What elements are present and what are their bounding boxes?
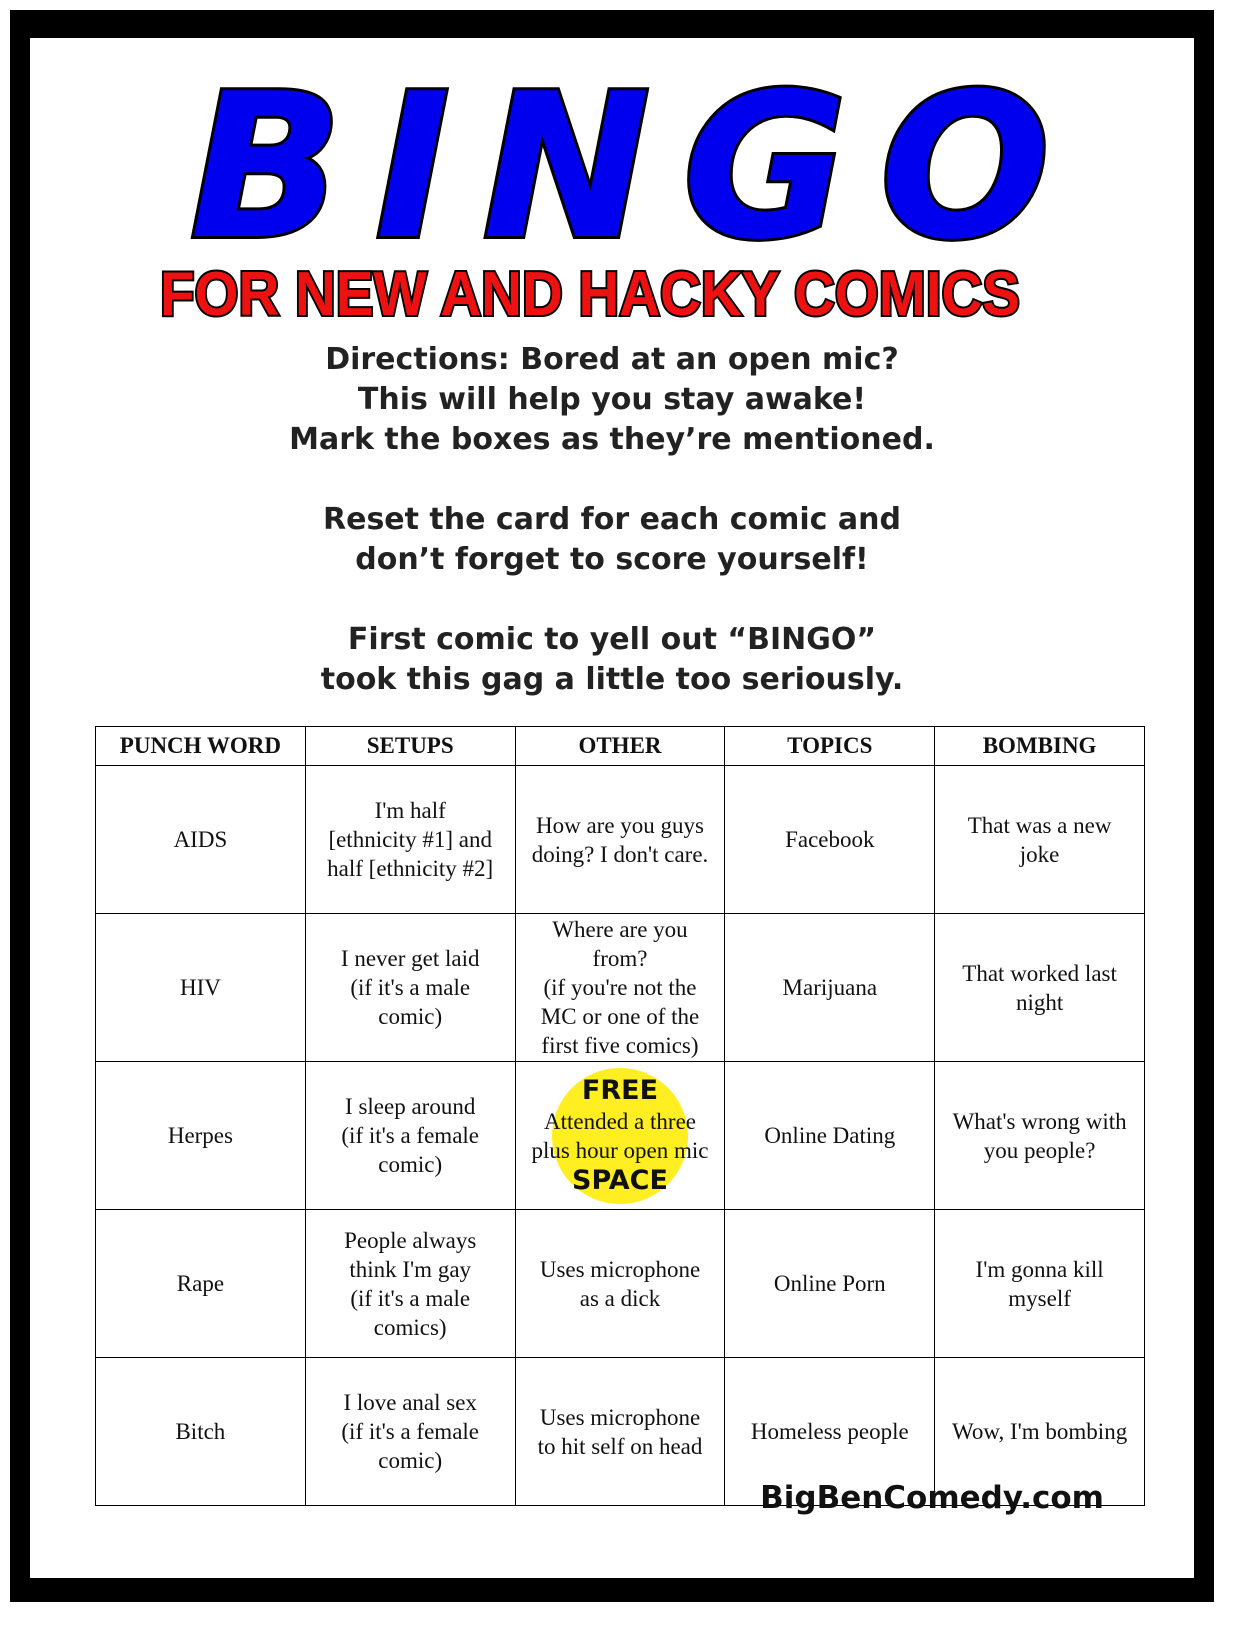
directions-line: First comic to yell out “BINGO” [347, 622, 877, 657]
cell-text-line: I sleep around [345, 1094, 476, 1119]
cell-text-line: Online Dating [764, 1123, 896, 1148]
bingo-cell[interactable] [305, 1358, 515, 1506]
table-row [96, 1062, 1145, 1210]
bingo-cell[interactable] [96, 766, 306, 914]
cell-text-line: Homeless people [750, 1419, 909, 1444]
cell-text-line: comic) [378, 1448, 443, 1473]
bingo-cell[interactable] [935, 766, 1145, 914]
page-border [10, 10, 1214, 1602]
cell-text-line: Wow, I'm bombing [951, 1419, 1128, 1444]
bingo-cell[interactable] [725, 1062, 935, 1210]
cell-text-line: from? [592, 946, 648, 971]
cell-text-line: night [1015, 989, 1064, 1015]
directions-line: This will help you stay awake! [357, 382, 867, 417]
cell-text-line: [ethnicity #1] and [328, 827, 492, 852]
bingo-cell[interactable] [96, 1062, 306, 1210]
bingo-cell[interactable] [725, 914, 935, 1062]
cell-text-line: I'm half [374, 798, 446, 823]
table-row [96, 766, 1145, 914]
cell-text-line: myself [1008, 1285, 1071, 1311]
cell-text-line: That was a new [967, 812, 1112, 838]
bingo-cell[interactable] [305, 1210, 515, 1358]
free-label: FREE [581, 1074, 659, 1106]
cell-text-line: Online Porn [773, 1271, 886, 1296]
footer-website: BigBenComedy.com [760, 1480, 1104, 1516]
cell-text-line: People always [344, 1227, 477, 1253]
bingo-cell[interactable] [515, 766, 725, 914]
directions-line: Reset the card for each comic and [323, 502, 901, 537]
bingo-cell[interactable] [515, 1358, 725, 1506]
bingo-grid [95, 726, 1145, 1506]
cell-text-line: I never get laid [340, 946, 480, 971]
cell-text-line: to hit self on head [537, 1433, 703, 1459]
column-header: TOPICS [725, 727, 935, 766]
column-header: BOMBING [935, 727, 1145, 766]
cell-text-line: first five comics) [541, 1033, 699, 1058]
title-text: BINGO [190, 51, 1050, 276]
bingo-cell[interactable] [515, 1210, 725, 1358]
cell-text-line: half [ethnicity #2] [327, 856, 494, 881]
directions-line: took this gag a little too seriously. [320, 662, 904, 697]
cell-text-line: Marijuana [782, 975, 878, 1000]
cell-text-line: Where are you [552, 917, 688, 942]
column-header: OTHER [515, 727, 725, 766]
cell-text-line: doing? I don't care. [531, 841, 709, 867]
bingo-cell[interactable] [935, 1062, 1145, 1210]
cell-text-line: (if it's a male [350, 975, 471, 1000]
cell-text-line: I love anal sex [343, 1390, 477, 1415]
cell-text-line: (if it's a female [341, 1123, 479, 1148]
bingo-cell[interactable] [96, 1210, 306, 1358]
cell-text-line: (if it's a male [350, 1285, 471, 1311]
space-label: SPACE [572, 1164, 668, 1196]
directions [30, 340, 1194, 700]
cell-text-line: HIV [179, 975, 221, 1000]
cell-text-line: Uses microphone [539, 1256, 701, 1282]
cell-text-line: Bitch [175, 1419, 226, 1444]
column-header: PUNCH WORD [96, 727, 306, 766]
cell-text-line: AIDS [173, 827, 228, 852]
column-header: SETUPS [305, 727, 515, 766]
header-row [96, 727, 1145, 766]
bingo-cell[interactable] [515, 914, 725, 1062]
bingo-cell[interactable] [96, 1358, 306, 1506]
bingo-cell[interactable] [305, 914, 515, 1062]
cell-text-line: What's wrong with [952, 1108, 1127, 1134]
directions-line: Directions: Bored at an open mic? [325, 342, 899, 377]
table-row [96, 914, 1145, 1062]
bingo-subtitle [30, 253, 1194, 333]
bingo-card-page [30, 38, 1194, 1578]
bingo-cell[interactable] [305, 1062, 515, 1210]
cell-text-line: think I'm gay [349, 1256, 472, 1282]
table-row [96, 1210, 1145, 1358]
bingo-cell[interactable] [96, 914, 306, 1062]
cell-text-line: MC or one of the [540, 1004, 700, 1029]
cell-text-line: comic) [378, 1004, 443, 1029]
cell-text-line: Uses microphone [539, 1404, 701, 1430]
cell-text-line: How are you guys [535, 812, 704, 838]
cell-text-line: joke [1019, 841, 1060, 867]
cell-text-line: comics) [373, 1314, 447, 1340]
cell-text-line: (if it's a female [341, 1419, 479, 1444]
cell-text-line: comic) [378, 1152, 443, 1177]
cell-text-line: Facebook [785, 827, 875, 852]
cell-text-line: That worked last [962, 960, 1117, 986]
cell-text-line: (if you're not the [543, 975, 697, 1000]
bingo-title [170, 46, 1070, 276]
cell-text-line: as a dick [579, 1285, 661, 1311]
free-space-cell[interactable] [515, 1062, 725, 1210]
bingo-cell[interactable] [725, 1210, 935, 1358]
cell-text-line: plus hour open mic [531, 1137, 709, 1163]
bingo-cell[interactable] [305, 766, 515, 914]
directions-line: don’t forget to score yourself! [355, 542, 869, 577]
cell-text-line: Herpes [167, 1123, 233, 1148]
bingo-cell[interactable] [935, 1210, 1145, 1358]
bingo-cell[interactable] [935, 914, 1145, 1062]
cell-text-line: Attended a three [544, 1108, 696, 1134]
bingo-cell[interactable] [725, 766, 935, 914]
cell-text-line: I'm gonna kill [975, 1256, 1104, 1282]
cell-text-line: Rape [176, 1271, 225, 1296]
directions-line: Mark the boxes as they’re mentioned. [289, 422, 935, 457]
subtitle-text: FOR NEW AND HACKY COMICS [160, 260, 1020, 329]
cell-text-line: you people? [983, 1137, 1096, 1163]
